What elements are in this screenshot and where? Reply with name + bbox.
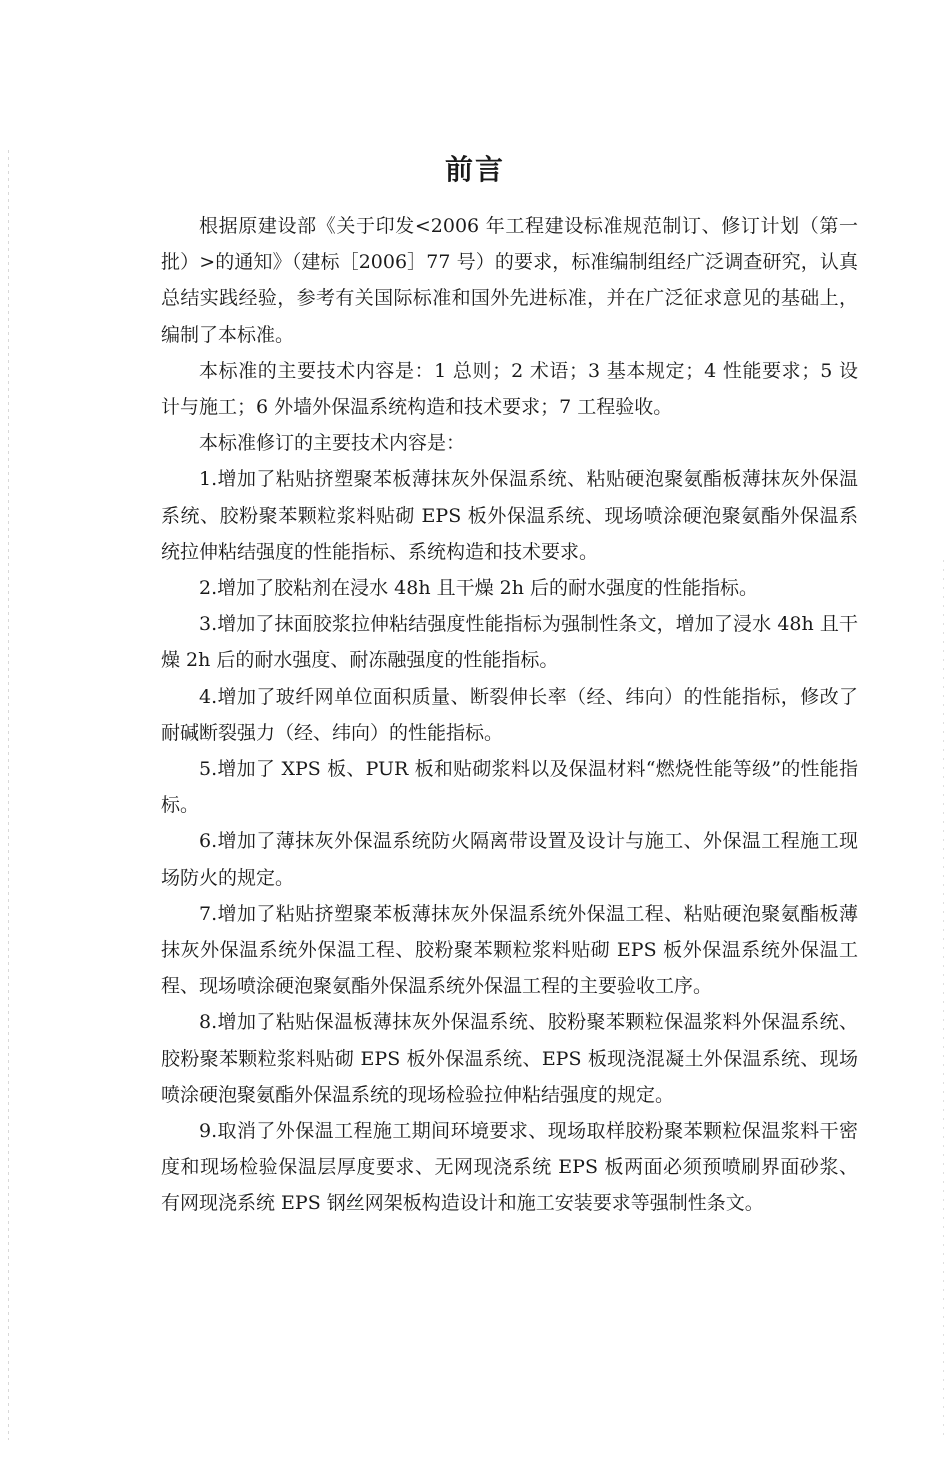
paragraph-10: 7.增加了粘贴挤塑聚苯板薄抹灰外保温系统外保温工程、粘贴硬泡聚氨酯板薄抹灰外保温系统外保温工程、胶粉聚苯颗粒浆料贴砌 EPS 板外保温系统外保温工程、现场喷涂硬泡聚氨酯外保温系统外保温工程的主要验收工序。 <box>161 902 858 998</box>
paragraph-7: 4.增加了玻纤网单位面积质量、断裂伸长率（经、纬向）的性能指标，修改了耐碱断裂强力（经、纬向）的性能指标。 <box>161 685 858 744</box>
scan-edge-mark <box>8 150 9 1440</box>
paragraph-5: 2.增加了胶粘剂在浸水 48h 且干燥 2h 后的耐水强度的性能指标。 <box>199 577 759 600</box>
paragraph-6: 3.增加了抹面胶浆拉伸粘结强度性能指标为强制性条文，增加了浸水 48h 且干燥 2h 后的耐水强度、耐冻融强度的性能指标。 <box>161 613 858 672</box>
paragraph-1: 根据原建设部《关于印发<2006 年工程建设标准规范制订、修订计划（第一批）>的通知》（建标［2006］77 号）的要求，标准编制组经广泛调查研究，认真总结实践经验，参考有关国际标准和国外先进标准，并在广泛征求意见的基础上，编制了本标准。 <box>161 215 858 346</box>
paragraph-4: 1.增加了粘贴挤塑聚苯板薄抹灰外保温系统、粘贴硬泡聚氨酯板薄抹灰外保温系统、胶粉聚苯颗粒浆料贴砌 EPS 板外保温系统、现场喷涂硬泡聚氨酯外保温系统拉伸粘结强度的性能指标、系统构造和技术要求。 <box>161 468 858 563</box>
paragraph-2: 本标准的主要技术内容是：1 总则；2 术语；3 基本规定；4 性能要求；5 设计与施工；6 外墙外保温系统构造和技术要求；7 工程验收。 <box>161 359 858 419</box>
paragraph-8: 5.增加了 XPS 板、PUR 板和贴砌浆料以及保温材料“燃烧性能等级”的性能指标。 <box>161 758 858 817</box>
paragraph-12: 9.取消了外保温工程施工期间环境要求、现场取样胶粉聚苯颗粒保温浆料干密度和现场检验保温层厚度要求、无网现浇系统 EPS 板两面必须预喷刷界面砂浆、有网现浇系统 EPS 钢丝网架板构造设计和施工安装要求等强制性条文。 <box>161 1120 858 1215</box>
scan-edge-mark <box>943 560 944 1440</box>
paragraph-9: 6.增加了薄抹灰外保温系统防火隔离带设置及设计与施工、外保温工程施工现场防火的规定。 <box>161 830 858 889</box>
preface-body <box>161 208 858 1222</box>
page-title: 前言 <box>444 153 505 186</box>
paragraph-11: 8.增加了粘贴保温板薄抹灰外保温系统、胶粉聚苯颗粒保温浆料外保温系统、胶粉聚苯颗粒浆料贴砌 EPS 板外保温系统、EPS 板现浇混凝土外保温系统、现场喷涂硬泡聚氨酯外保温系统的现场检验拉伸粘结强度的规定。 <box>161 1011 858 1106</box>
paragraph-3: 本标准修订的主要技术内容是： <box>199 432 466 455</box>
